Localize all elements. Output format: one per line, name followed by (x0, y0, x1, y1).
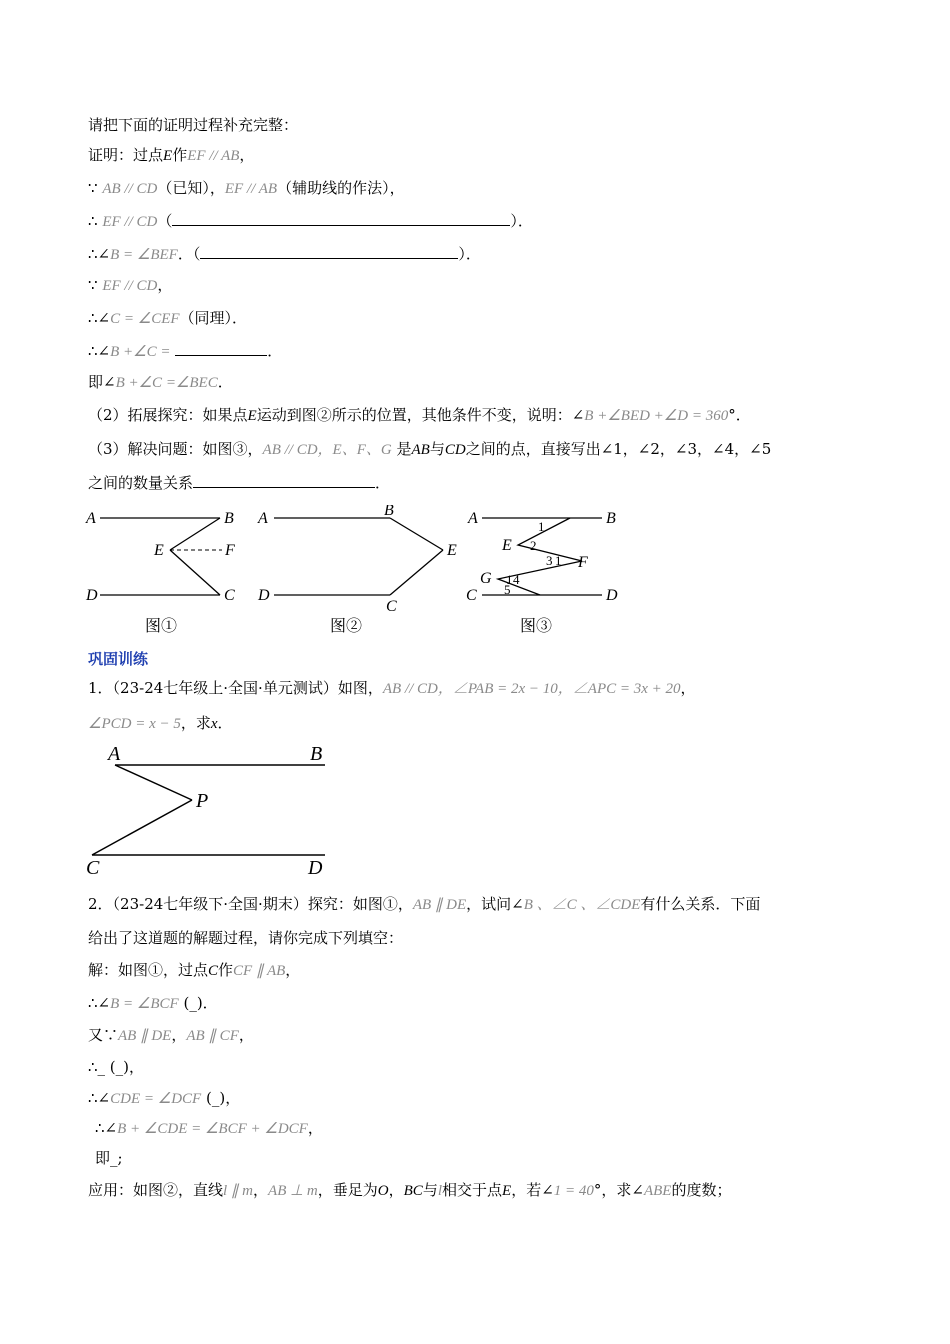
answer-blank[interactable] (175, 340, 267, 356)
text: ， (285, 961, 301, 979)
math-expr: EF // CD (102, 278, 158, 294)
label-e: E (154, 542, 164, 559)
point-label: E (502, 1183, 512, 1199)
exercise-2-line-7 (88, 1088, 240, 1109)
text: （同理）． (179, 309, 248, 327)
exercise-2-line-8 (95, 1118, 323, 1139)
label-c: C (224, 587, 235, 604)
math-expr: AB ∥ CF (186, 1028, 239, 1044)
question-3 (88, 439, 771, 460)
line-ec (390, 550, 443, 595)
exercise-2-line-2 (88, 928, 403, 948)
math-expr: B +∠C =∠BEC (115, 375, 218, 391)
text: ，垂足为 (317, 1181, 378, 1199)
text: ）． (510, 212, 533, 230)
label-c: C (86, 857, 100, 879)
text: 与 (422, 1181, 438, 1199)
angle-5: 5 (504, 582, 511, 597)
math-expr: AB (411, 442, 430, 458)
label-g: G (480, 570, 492, 587)
exercise-2-line-3 (88, 960, 300, 981)
angle-2: 2 (530, 538, 537, 553)
math-expr: B +∠C = (110, 344, 171, 360)
angle-1-repeat: 1 (555, 553, 562, 568)
exercise-2-line-6 (88, 1057, 144, 1077)
answer-blank[interactable] (193, 472, 375, 488)
label-b: B (384, 505, 394, 519)
label-b: B (310, 743, 323, 765)
proof-line-9 (88, 372, 233, 393)
text: 请把下面的证明过程补充完整： (88, 116, 299, 134)
text: 的度数； (671, 1181, 732, 1199)
math-expr: ABE (643, 1183, 672, 1199)
exercise-2-line-5 (88, 1025, 254, 1046)
figure-1 (85, 510, 235, 604)
label-e: E (447, 542, 457, 559)
math-expr: l ∥ m (223, 1183, 254, 1199)
text: 相交于点 (442, 1181, 503, 1199)
text: 之间的数量关系 (88, 474, 194, 492)
text: ， (239, 146, 255, 164)
line-be (170, 518, 220, 550)
text: 作 (218, 961, 234, 979)
because-symbol: ∵ (88, 276, 98, 294)
label-d: D (258, 587, 270, 604)
text: （辅助线的作法）， (277, 179, 405, 197)
angle-3: 3 (546, 553, 553, 568)
text: ． (375, 474, 391, 492)
text: 与 (429, 440, 445, 458)
text: 之间的点，直接写出∠1，∠2，∠3，∠4，∠5 (465, 440, 772, 458)
text: ，试问∠ (466, 895, 524, 913)
answer-blank[interactable] (200, 243, 458, 259)
text: ．（ (177, 245, 201, 263)
question-2 (88, 405, 751, 426)
text: (_)， (205, 1089, 241, 1107)
exercise-2-line-9 (95, 1148, 123, 1168)
exercise-1-cont (88, 713, 233, 734)
point-label: O (377, 1183, 389, 1199)
text: ． (267, 342, 283, 360)
text: ， (238, 1026, 254, 1044)
line-pc (92, 800, 192, 855)
exercise-1 (88, 678, 696, 699)
therefore-symbol: ∴ (88, 212, 98, 230)
text: （3）解决问题：如图③， (88, 440, 263, 458)
text: 应用：如图②，直线 (88, 1181, 224, 1199)
text: ，求 (180, 714, 211, 732)
math-expr: B = ∠BEF (110, 247, 178, 263)
math-expr: AB ∥ DE (118, 1028, 172, 1044)
text: 运动到图②所示的位置，其他条件不变，说明：∠ (256, 406, 585, 424)
text: ， (171, 1026, 187, 1044)
text: ∴∠ (88, 309, 111, 327)
math-expr: CD (444, 442, 466, 458)
question-3-cont (88, 472, 390, 493)
math-expr: ∠PCD = x − 5 (88, 716, 181, 732)
line-be (390, 518, 443, 550)
label-f: F (578, 554, 588, 571)
math-expr: B +∠BED +∠D = 360 (584, 408, 729, 424)
figure-3 (466, 510, 618, 604)
line-ap (115, 765, 192, 800)
text: 解：如图①，过点 (88, 961, 209, 979)
text: °，求∠ (593, 1181, 644, 1199)
text: ， (388, 1181, 404, 1199)
text: ∴_ (_)， (88, 1058, 145, 1076)
text: ∴∠ (88, 1089, 111, 1107)
math-expr: AB // CD (102, 181, 158, 197)
math-expr: AB ∥ DE (412, 897, 467, 913)
math-expr: CF ∥ AB (233, 963, 286, 979)
text: ∴∠ (88, 342, 111, 360)
math-expr: AB // CD，E、F、G (262, 442, 392, 458)
math-expr: 1 = 40 (553, 1183, 594, 1199)
label-a: A (468, 510, 478, 527)
figure-2 (257, 505, 457, 615)
text: 即_; (95, 1149, 123, 1167)
math-expr: B + ∠CDE = ∠BCF + ∠DCF (117, 1121, 308, 1137)
angle-label: 1 (506, 572, 513, 587)
text: 又∵ (88, 1026, 119, 1044)
text: (_)． (183, 994, 218, 1012)
angle-4: 4 (513, 572, 520, 587)
proof-line-3 (88, 178, 405, 199)
text: ）． (458, 245, 481, 263)
math-expr: C = ∠CEF (110, 311, 180, 327)
answer-blank[interactable] (172, 210, 510, 226)
exercise-1-figure (80, 740, 340, 880)
math-expr: B = ∠BCF (110, 996, 179, 1012)
label-e: E (502, 537, 512, 554)
caption-fig2: 图② (330, 616, 363, 635)
label-d: D (308, 857, 323, 879)
text: ， (680, 679, 696, 697)
text: （已知）， (157, 179, 225, 197)
text: ． (217, 714, 233, 732)
label-a: A (258, 510, 268, 527)
angle-1: 1 (538, 519, 545, 534)
proof-line-2 (88, 145, 254, 166)
proof-line-8 (88, 340, 282, 362)
math-expr: AB // CD，∠PAB = 2x − 10，∠APC = 3x + 20 (382, 681, 681, 697)
text: （2）拓展探究：如果点 (88, 406, 248, 424)
label-b: B (606, 510, 616, 527)
point-label: C (208, 963, 219, 979)
exercise-2-line-4 (88, 993, 218, 1014)
point-label: E (163, 148, 173, 164)
label-c: C (386, 598, 397, 615)
section-title: 巩固训练 (88, 650, 149, 668)
text: ∴∠ (95, 1119, 118, 1137)
label-b: B (224, 510, 234, 527)
line-ec (170, 550, 220, 595)
proof-line-7 (88, 308, 247, 329)
text: °． (728, 406, 751, 424)
proof-line-4 (88, 210, 533, 232)
text: 作 (172, 146, 188, 164)
text: ， (157, 276, 173, 294)
because-symbol: ∵ (88, 179, 98, 197)
variable: x (210, 716, 218, 732)
exercise-2-application (88, 1180, 731, 1201)
point-label: E (247, 408, 257, 424)
label-a: A (108, 743, 121, 765)
proof-line-5 (88, 243, 481, 265)
label-d: D (606, 587, 618, 604)
text: 证明：过点 (88, 146, 164, 164)
math-expr: AB ⊥ m (268, 1183, 318, 1199)
caption-fig3: 图③ (520, 616, 553, 635)
label-p: P (196, 790, 209, 812)
math-expr: EF // AB (224, 181, 278, 197)
exercise-2 (88, 894, 760, 915)
math-expr: EF // CD (102, 214, 158, 230)
proof-line-6 (88, 275, 172, 296)
text: ∴∠ (88, 994, 111, 1012)
text: 1．（23-24七年级上·全国·单元测试）如图， (88, 679, 383, 697)
math-expr: EF // AB (187, 148, 240, 164)
math-expr: BC (403, 1183, 423, 1199)
math-expr: B 、∠C 、∠CDE (523, 897, 641, 913)
label-f: F (225, 542, 235, 559)
proof-intro (88, 115, 298, 135)
label-d: D (86, 587, 98, 604)
text: ， (307, 1119, 323, 1137)
text: ，若∠ (511, 1181, 554, 1199)
label-c: C (466, 587, 477, 604)
text: 有什么关系．下面 (640, 895, 761, 913)
text: ． (217, 373, 233, 391)
math-expr: l (437, 1183, 442, 1199)
text: 2．（23-24七年级下·全国·期末）探究：如图①， (88, 895, 413, 913)
text: 给出了这道题的解题过程，请你完成下列填空： (88, 929, 404, 947)
label-a: A (86, 510, 96, 527)
text: 是 (396, 440, 412, 458)
caption-fig1: 图① (145, 616, 178, 635)
text: ， (253, 1181, 269, 1199)
text: ∴∠ (88, 245, 111, 263)
text: （ (157, 212, 173, 230)
math-expr: CDE = ∠DCF (110, 1091, 202, 1107)
text: 即∠ (88, 373, 116, 391)
figures-row (80, 505, 640, 615)
